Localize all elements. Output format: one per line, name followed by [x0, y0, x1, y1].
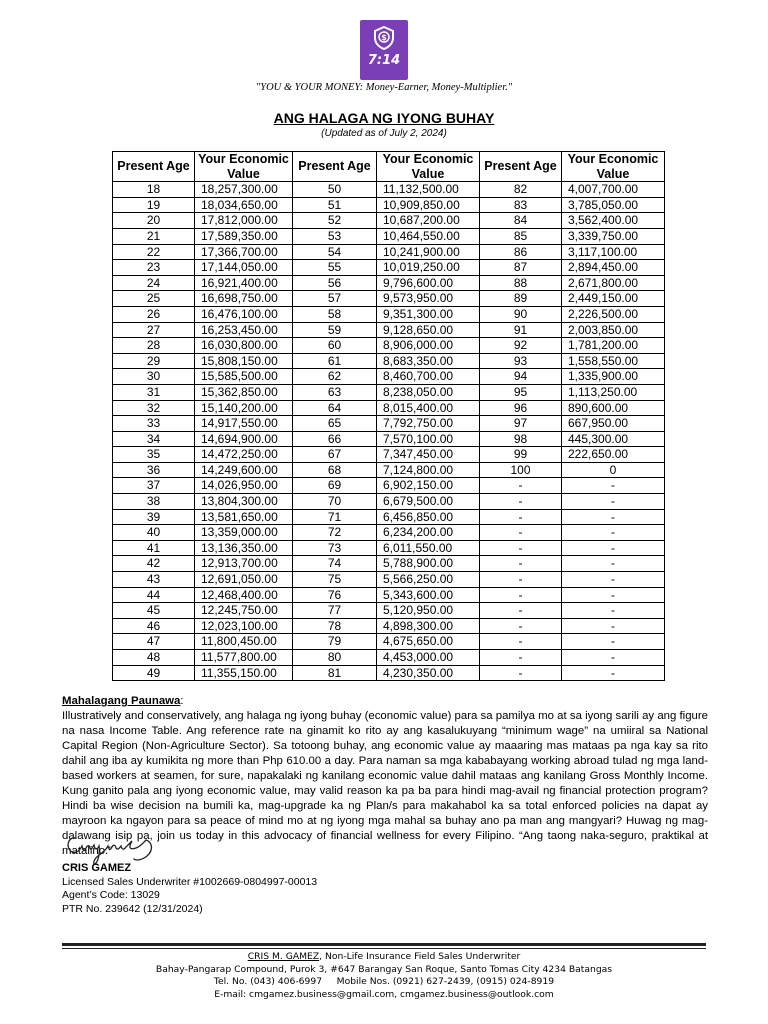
- age-cell: 58: [293, 306, 377, 322]
- age-cell: 64: [293, 400, 377, 416]
- value-cell: 8,906,000.00: [377, 338, 480, 354]
- age-cell: -: [480, 634, 562, 650]
- value-cell: -: [562, 572, 665, 588]
- value-cell: 14,249,600.00: [195, 462, 293, 478]
- age-cell: -: [480, 556, 562, 572]
- value-cell: 15,140,200.00: [195, 400, 293, 416]
- value-cell: 17,144,050.00: [195, 260, 293, 276]
- value-cell: 11,800,450.00: [195, 634, 293, 650]
- value-cell: -: [562, 603, 665, 619]
- value-cell: -: [562, 665, 665, 681]
- table-row: [113, 260, 665, 276]
- age-cell: 69: [293, 478, 377, 494]
- value-cell: 9,796,600.00: [377, 275, 480, 291]
- value-cell: 10,909,850.00: [377, 197, 480, 213]
- age-cell: 25: [113, 291, 195, 307]
- age-cell: 23: [113, 260, 195, 276]
- age-cell: 54: [293, 244, 377, 260]
- age-cell: 82: [480, 182, 562, 198]
- age-cell: 41: [113, 540, 195, 556]
- age-cell: 73: [293, 540, 377, 556]
- value-cell: 3,117,100.00: [562, 244, 665, 260]
- table-row: [113, 431, 665, 447]
- value-cell: -: [562, 540, 665, 556]
- value-cell: 6,234,200.00: [377, 525, 480, 541]
- age-cell: 61: [293, 353, 377, 369]
- value-cell: 14,472,250.00: [195, 447, 293, 463]
- table-row: [113, 228, 665, 244]
- value-cell: 4,007,700.00: [562, 182, 665, 198]
- value-cell: 4,453,000.00: [377, 650, 480, 666]
- value-cell: -: [562, 556, 665, 572]
- value-cell: 16,476,100.00: [195, 306, 293, 322]
- age-cell: 60: [293, 338, 377, 354]
- age-cell: 91: [480, 322, 562, 338]
- value-cell: 1,781,200.00: [562, 338, 665, 354]
- value-cell: 7,792,750.00: [377, 416, 480, 432]
- age-cell: 65: [293, 416, 377, 432]
- age-cell: 47: [113, 634, 195, 650]
- age-cell: 97: [480, 416, 562, 432]
- value-cell: 15,585,500.00: [195, 369, 293, 385]
- table-row: [113, 525, 665, 541]
- table-row: [113, 384, 665, 400]
- footer-phones: Tel. No. (043) 406-6997 Mobile Nos. (0921) 627-2439, (0915) 024-8919: [213, 976, 555, 987]
- age-cell: 70: [293, 494, 377, 510]
- value-cell: 16,698,750.00: [195, 291, 293, 307]
- value-cell: 4,230,350.00: [377, 665, 480, 681]
- value-cell: 4,898,300.00: [377, 618, 480, 634]
- agent-license: Licensed Sales Underwriter #1002669-0804997-00013: [62, 875, 318, 888]
- age-cell: 24: [113, 275, 195, 291]
- table-row: [113, 509, 665, 525]
- value-cell: 667,950.00: [562, 416, 665, 432]
- table-body: [113, 182, 665, 681]
- footer-role: , Non-Life Insurance Field Sales Underwriter: [319, 951, 521, 962]
- age-cell: 22: [113, 244, 195, 260]
- age-cell: 30: [113, 369, 195, 385]
- value-cell: -: [562, 618, 665, 634]
- age-cell: 79: [293, 634, 377, 650]
- age-cell: 72: [293, 525, 377, 541]
- age-cell: 83: [480, 197, 562, 213]
- value-cell: 12,023,100.00: [195, 618, 293, 634]
- value-cell: 10,019,250.00: [377, 260, 480, 276]
- shield-dollar-icon: [373, 26, 395, 50]
- age-cell: 62: [293, 369, 377, 385]
- value-cell: 2,449,150.00: [562, 291, 665, 307]
- value-cell: -: [562, 525, 665, 541]
- value-cell: 14,917,550.00: [195, 416, 293, 432]
- age-cell: 68: [293, 462, 377, 478]
- age-cell: 26: [113, 306, 195, 322]
- table-row: [113, 400, 665, 416]
- value-cell: 11,132,500.00: [377, 182, 480, 198]
- value-cell: 3,562,400.00: [562, 213, 665, 229]
- value-cell: 15,808,150.00: [195, 353, 293, 369]
- value-cell: 445,300.00: [562, 431, 665, 447]
- table-row: [113, 618, 665, 634]
- value-cell: 10,464,550.00: [377, 228, 480, 244]
- value-cell: 7,347,450.00: [377, 447, 480, 463]
- age-cell: -: [480, 525, 562, 541]
- age-cell: 43: [113, 572, 195, 588]
- age-cell: -: [480, 603, 562, 619]
- value-cell: 5,343,600.00: [377, 587, 480, 603]
- table-row: [113, 416, 665, 432]
- age-cell: 45: [113, 603, 195, 619]
- value-cell: 3,339,750.00: [562, 228, 665, 244]
- age-cell: 31: [113, 384, 195, 400]
- notice-heading-colon: :: [180, 695, 184, 707]
- column-header-economic-value: Your Economic Value: [562, 152, 665, 182]
- age-cell: 56: [293, 275, 377, 291]
- age-cell: 94: [480, 369, 562, 385]
- value-cell: 17,812,000.00: [195, 213, 293, 229]
- value-cell: 17,589,350.00: [195, 228, 293, 244]
- age-cell: 100: [480, 462, 562, 478]
- brand-logo: [360, 20, 408, 80]
- column-header-present-age: Present Age: [480, 152, 562, 182]
- value-cell: 16,921,400.00: [195, 275, 293, 291]
- column-header-economic-value: Your Economic Value: [377, 152, 480, 182]
- value-cell: 1,113,250.00: [562, 384, 665, 400]
- age-cell: -: [480, 665, 562, 681]
- logo-text: 7:14: [367, 53, 401, 68]
- table-row: [113, 244, 665, 260]
- table-row: [113, 650, 665, 666]
- table-row: [113, 587, 665, 603]
- value-cell: 2,226,500.00: [562, 306, 665, 322]
- value-cell: 18,257,300.00: [195, 182, 293, 198]
- age-cell: 53: [293, 228, 377, 244]
- age-cell: 38: [113, 494, 195, 510]
- table-row: [113, 665, 665, 681]
- age-cell: 87: [480, 260, 562, 276]
- value-cell: 8,015,400.00: [377, 400, 480, 416]
- table-row: [113, 306, 665, 322]
- value-cell: 0: [562, 462, 665, 478]
- value-cell: 14,694,900.00: [195, 431, 293, 447]
- age-cell: 86: [480, 244, 562, 260]
- value-cell: 6,011,550.00: [377, 540, 480, 556]
- age-cell: 95: [480, 384, 562, 400]
- age-cell: -: [480, 494, 562, 510]
- age-cell: 33: [113, 416, 195, 432]
- column-header-present-age: Present Age: [293, 152, 377, 182]
- age-cell: 74: [293, 556, 377, 572]
- value-cell: -: [562, 650, 665, 666]
- economic-value-table: [112, 151, 665, 681]
- age-cell: 39: [113, 509, 195, 525]
- age-cell: 51: [293, 197, 377, 213]
- age-cell: 66: [293, 431, 377, 447]
- table-row: [113, 182, 665, 198]
- value-cell: 9,573,950.00: [377, 291, 480, 307]
- value-cell: -: [562, 634, 665, 650]
- value-cell: 13,581,650.00: [195, 509, 293, 525]
- table-row: [113, 462, 665, 478]
- value-cell: 5,120,950.00: [377, 603, 480, 619]
- value-cell: 1,558,550.00: [562, 353, 665, 369]
- table-row: [113, 556, 665, 572]
- age-cell: 57: [293, 291, 377, 307]
- age-cell: 84: [480, 213, 562, 229]
- age-cell: 92: [480, 338, 562, 354]
- age-cell: 85: [480, 228, 562, 244]
- table-row: [113, 603, 665, 619]
- column-header-economic-value: Your Economic Value: [195, 152, 293, 182]
- value-cell: 16,030,800.00: [195, 338, 293, 354]
- table-row: [113, 291, 665, 307]
- footer-name: CRIS M. GAMEZ: [247, 951, 320, 962]
- agent-details: [62, 862, 317, 916]
- value-cell: 2,671,800.00: [562, 275, 665, 291]
- age-cell: 93: [480, 353, 562, 369]
- age-cell: 50: [293, 182, 377, 198]
- value-cell: 18,034,650.00: [195, 197, 293, 213]
- value-cell: 11,577,800.00: [195, 650, 293, 666]
- age-cell: -: [480, 587, 562, 603]
- tagline: "YOU & YOUR MONEY: Money-Earner, Money-Multiplier.": [255, 82, 513, 93]
- age-cell: 40: [113, 525, 195, 541]
- age-cell: 44: [113, 587, 195, 603]
- age-cell: 89: [480, 291, 562, 307]
- age-cell: 76: [293, 587, 377, 603]
- table-row: [113, 447, 665, 463]
- age-cell: 29: [113, 353, 195, 369]
- table-row: [113, 275, 665, 291]
- age-cell: 42: [113, 556, 195, 572]
- age-cell: 98: [480, 431, 562, 447]
- age-cell: 78: [293, 618, 377, 634]
- table-row: [113, 572, 665, 588]
- table-row: [113, 338, 665, 354]
- age-cell: 96: [480, 400, 562, 416]
- age-cell: 27: [113, 322, 195, 338]
- age-cell: 49: [113, 665, 195, 681]
- value-cell: 6,456,850.00: [377, 509, 480, 525]
- value-cell: 890,600.00: [562, 400, 665, 416]
- value-cell: 2,003,850.00: [562, 322, 665, 338]
- value-cell: 2,894,450.00: [562, 260, 665, 276]
- value-cell: 17,366,700.00: [195, 244, 293, 260]
- age-cell: 48: [113, 650, 195, 666]
- table-row: [113, 478, 665, 494]
- age-cell: 75: [293, 572, 377, 588]
- value-cell: 11,355,150.00: [195, 665, 293, 681]
- table-row: [113, 213, 665, 229]
- age-cell: 63: [293, 384, 377, 400]
- value-cell: 10,687,200.00: [377, 213, 480, 229]
- age-cell: 28: [113, 338, 195, 354]
- value-cell: 6,679,500.00: [377, 494, 480, 510]
- age-cell: 18: [113, 182, 195, 198]
- age-cell: -: [480, 540, 562, 556]
- age-cell: 52: [293, 213, 377, 229]
- value-cell: 8,683,350.00: [377, 353, 480, 369]
- age-cell: 37: [113, 478, 195, 494]
- age-cell: 55: [293, 260, 377, 276]
- footer: [0, 951, 768, 1001]
- age-cell: -: [480, 618, 562, 634]
- value-cell: 5,566,250.00: [377, 572, 480, 588]
- svg-text:$: $: [381, 33, 387, 43]
- value-cell: 8,460,700.00: [377, 369, 480, 385]
- age-cell: -: [480, 509, 562, 525]
- value-cell: 16,253,450.00: [195, 322, 293, 338]
- value-cell: 5,788,900.00: [377, 556, 480, 572]
- age-cell: 32: [113, 400, 195, 416]
- age-cell: 67: [293, 447, 377, 463]
- value-cell: 10,241,900.00: [377, 244, 480, 260]
- age-cell: 90: [480, 306, 562, 322]
- value-cell: 7,124,800.00: [377, 462, 480, 478]
- table-row: [113, 322, 665, 338]
- table-header-row: [113, 152, 665, 182]
- value-cell: 13,136,350.00: [195, 540, 293, 556]
- notice-body: Illustratively and conservatively, ang halaga ng iyong buhay (economic value) para sa pamilya mo at sa iyong sarili ay ang figure na nasa Income Table. Ang reference rate na ginamit ko rito ay ang kasalukuyang “minimum wage” na umiiral sa National Capital Region (Non-Agriculture Sector). Sa totoong buhay, ang economic value ay maaaring mas mataas pa nga kay sa rito dahil ang iba ay kumikita ng more than Php 610.00 a day. Para naman sa mga kababayang working abroad tulad ng mga land-based workers at seamen, for sure, napakalaki ng kanilang economic value dahil mataas ang kanilang Gross Monthly Income. Kung ganito pala ang iyong economic value, may valid reason ka pa ba para hindi mag-avail ng financial protection program? Hindi ba wise decision na bumili ka, mag-upgrade ka ng Plan/s para makahabol ka sa total enforced policies na dapat ay mayroon ka ngayon para sa peace of mind mo at ng iyong mga mahal sa buhay ano pa man ang mangyari? Huwag ng mag-dalawang isip pa, join us today in this advocacy of financial wellness for every Filipino. “Ang taong naka-seguro, praktikal at matalino.”: [62, 710, 708, 857]
- value-cell: 1,335,900.00: [562, 369, 665, 385]
- value-cell: 13,804,300.00: [195, 494, 293, 510]
- value-cell: 4,675,650.00: [377, 634, 480, 650]
- table-row: [113, 494, 665, 510]
- agent-code: Agent’s Code: 13029: [62, 889, 160, 901]
- age-cell: -: [480, 478, 562, 494]
- column-header-present-age: Present Age: [113, 152, 195, 182]
- age-cell: 46: [113, 618, 195, 634]
- value-cell: -: [562, 478, 665, 494]
- age-cell: -: [480, 650, 562, 666]
- age-cell: 77: [293, 603, 377, 619]
- age-cell: 80: [293, 650, 377, 666]
- age-cell: -: [480, 572, 562, 588]
- table-row: [113, 634, 665, 650]
- value-cell: 9,351,300.00: [377, 306, 480, 322]
- value-cell: 222,650.00: [562, 447, 665, 463]
- value-cell: 13,359,000.00: [195, 525, 293, 541]
- value-cell: 15,362,850.00: [195, 384, 293, 400]
- age-cell: 88: [480, 275, 562, 291]
- value-cell: 14,026,950.00: [195, 478, 293, 494]
- age-cell: 36: [113, 462, 195, 478]
- value-cell: 9,128,650.00: [377, 322, 480, 338]
- footer-divider-thick: [62, 943, 706, 946]
- value-cell: 3,785,050.00: [562, 197, 665, 213]
- value-cell: 6,902,150.00: [377, 478, 480, 494]
- table-row: [113, 540, 665, 556]
- value-cell: 12,468,400.00: [195, 587, 293, 603]
- page-title: ANG HALAGA NG IYONG BUHAY: [273, 110, 495, 126]
- agent-ptr: PTR No. 239642 (12/31/2024): [62, 902, 203, 915]
- age-cell: 21: [113, 228, 195, 244]
- footer-address: Bahay-Pangarap Compound, Purok 3, #647 Barangay San Roque, Santo Tomas City 4234 Batangas: [155, 963, 613, 975]
- value-cell: 12,691,050.00: [195, 572, 293, 588]
- value-cell: 12,913,700.00: [195, 556, 293, 572]
- table-row: [113, 369, 665, 385]
- value-cell: -: [562, 494, 665, 510]
- value-cell: -: [562, 587, 665, 603]
- age-cell: 19: [113, 197, 195, 213]
- age-cell: 35: [113, 447, 195, 463]
- table-row: [113, 197, 665, 213]
- footer-email: E-mail: cmgamez.business@gmail.com, cmgamez.business@outlook.com: [214, 988, 554, 1000]
- page-subtitle: (Updated as of July 2, 2024): [321, 128, 447, 139]
- value-cell: 8,238,050.00: [377, 384, 480, 400]
- age-cell: 20: [113, 213, 195, 229]
- age-cell: 34: [113, 431, 195, 447]
- age-cell: 99: [480, 447, 562, 463]
- age-cell: 59: [293, 322, 377, 338]
- age-cell: 71: [293, 509, 377, 525]
- value-cell: 7,570,100.00: [377, 431, 480, 447]
- notice-heading: Mahalagang Paunawa: [62, 695, 181, 707]
- footer-divider-thin: [62, 948, 706, 949]
- value-cell: -: [562, 509, 665, 525]
- table-row: [113, 353, 665, 369]
- value-cell: 12,245,750.00: [195, 603, 293, 619]
- age-cell: 81: [293, 665, 377, 681]
- agent-name: CRIS GAMEZ: [62, 862, 132, 874]
